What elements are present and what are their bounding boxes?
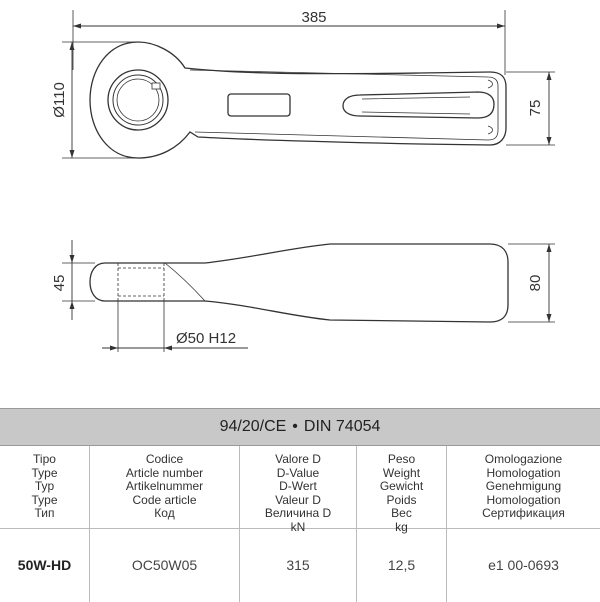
thickness-label: 45 — [51, 274, 68, 292]
length-label: 385 — [301, 9, 327, 26]
spec-table — [0, 408, 600, 600]
side-outline — [90, 244, 508, 322]
directive-label: 94/20/CE — [219, 418, 287, 435]
side-view — [51, 240, 555, 352]
oblong-recess — [343, 92, 494, 118]
cell-valore: 315 — [240, 529, 357, 602]
rect-slot — [228, 94, 290, 116]
top-view — [51, 9, 555, 158]
table-row — [0, 529, 600, 602]
header-peso: Peso Weight Gewicht Poids Bec kg — [357, 446, 447, 528]
header-omologazione: Omologazione Homologation Genehmigung Homologation Сертификация — [482, 452, 565, 520]
header-valore: Valore D D-Value D-Wert Valeur D Величина D kN — [240, 446, 357, 528]
cell-omologazione: e1 00-0693 — [488, 557, 559, 573]
side-height-label: 80 — [527, 274, 544, 292]
table-header-row — [0, 446, 600, 534]
cell-codice: OC50W05 — [90, 529, 240, 602]
standards-banner — [0, 408, 600, 446]
bore-label: Ø50 H12 — [176, 330, 237, 347]
cell-peso: 12,5 — [357, 529, 447, 602]
cell-tipo: 50W-HD — [0, 529, 90, 602]
top-height-label: 75 — [527, 99, 544, 117]
header-codice: Codice Article number Artikelnummer Code article Код — [90, 446, 240, 528]
header-tipo: Tipo Type Typ Type Тип — [0, 446, 90, 528]
eye-diameter-label: Ø110 — [51, 82, 68, 118]
din-label: DIN 74054 — [303, 418, 381, 435]
separator-dot: • — [292, 418, 298, 435]
